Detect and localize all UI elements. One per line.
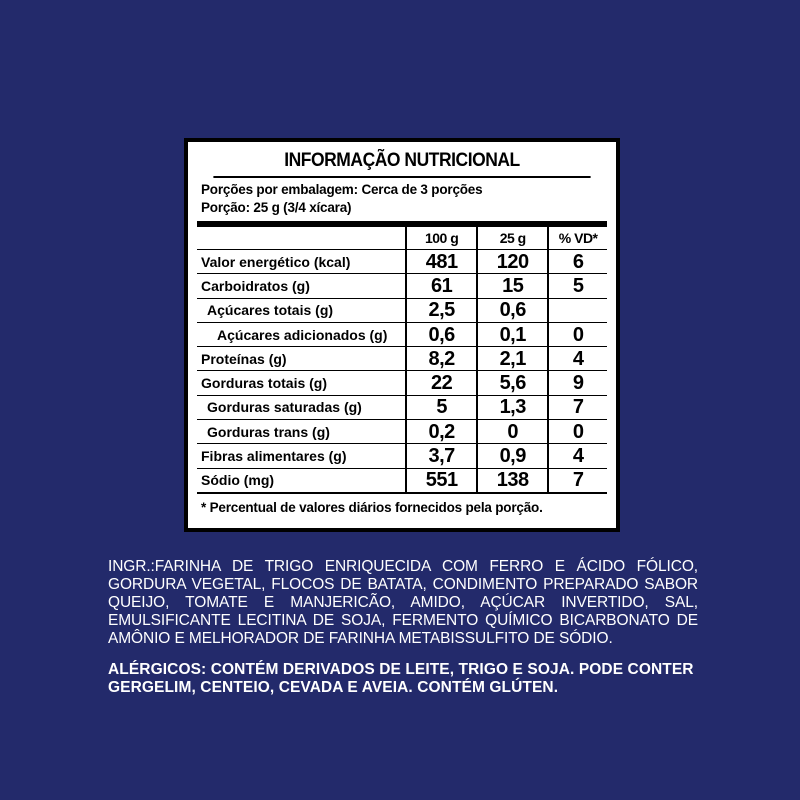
serving-info — [197, 178, 607, 221]
header-cell-serving: 25 g — [477, 227, 548, 250]
value-per-serving: 0,1 — [477, 322, 548, 346]
servings-per-pack: Porções por embalagem: Cerca de 3 porções — [201, 182, 483, 197]
value-per-100g: 61 — [406, 274, 477, 298]
nutrient-name: Gorduras totais (g) — [197, 371, 406, 395]
label-footnote: * Percentual de valores diários fornecidos pela porção. — [201, 499, 543, 515]
value-per-100g: 551 — [406, 468, 477, 493]
value-vd: 4 — [548, 444, 607, 468]
value-vd: 9 — [548, 371, 607, 395]
value-vd: 7 — [548, 395, 607, 419]
nutrient-name: Açúcares totais (g) — [197, 298, 406, 322]
label-title: INFORMAÇÃO NUTRICIONAL — [213, 142, 590, 178]
nutrient-name: Proteínas (g) — [197, 347, 406, 371]
nutrition-table — [197, 227, 607, 494]
header-cell-vd: % VD* — [548, 227, 607, 250]
value-vd — [548, 298, 607, 322]
table-row — [197, 444, 607, 468]
value-per-serving: 5,6 — [477, 371, 548, 395]
value-per-100g: 8,2 — [406, 347, 477, 371]
value-per-100g: 0,2 — [406, 420, 477, 444]
table-row — [197, 347, 607, 371]
nutrient-name: Gorduras trans (g) — [197, 420, 406, 444]
value-vd: 5 — [548, 274, 607, 298]
header-cell-name — [197, 227, 406, 250]
allergens-text: ALÉRGICOS: CONTÉM DERIVADOS DE LEITE, TRIGO E SOJA. PODE CONTER GERGELIM, CENTEIO, CEVADA E AVEIA. CONTÉM GLÚTEN. — [108, 661, 694, 696]
value-per-100g: 5 — [406, 395, 477, 419]
table-row — [197, 468, 607, 493]
table-row — [197, 395, 607, 419]
nutrient-name: Sódio (mg) — [197, 468, 406, 493]
value-per-100g: 0,6 — [406, 322, 477, 346]
serving-size: Porção: 25 g (3/4 xícara) — [201, 200, 352, 215]
nutrient-name: Açúcares adicionados (g) — [197, 322, 406, 346]
nutrient-name: Valor energético (kcal) — [197, 250, 406, 274]
value-per-serving: 2,1 — [477, 347, 548, 371]
value-per-serving: 0,6 — [477, 298, 548, 322]
ingredients-text: INGR.:FARINHA DE TRIGO ENRIQUECIDA COM FERRO E ÁCIDO FÓLICO, GORDURA VEGETAL, FLOCOS DE BATATA, CONDIMENTO PREPARADO SABOR QUEIJO, TOMATE E MANJERICÃO, AMIDO, AÇÚCAR INVERTIDO, SAL, EMULSIFICANTE LECITINA DE SOJA, FERMENTO QUÍMICO BICARBONATO DE AMÔNIO E MELHORADOR DE FARINHA METABISSULFITO DE SÓDIO. — [108, 558, 698, 647]
table-row — [197, 298, 607, 322]
nutrient-name: Gorduras saturadas (g) — [197, 395, 406, 419]
value-per-serving: 15 — [477, 274, 548, 298]
value-per-serving: 0,9 — [477, 444, 548, 468]
value-per-serving: 138 — [477, 468, 548, 493]
value-per-100g: 3,7 — [406, 444, 477, 468]
nutrient-name: Fibras alimentares (g) — [197, 444, 406, 468]
value-vd: 0 — [548, 420, 607, 444]
value-per-100g: 2,5 — [406, 298, 477, 322]
table-row — [197, 322, 607, 346]
value-per-serving: 120 — [477, 250, 548, 274]
value-per-100g: 481 — [406, 250, 477, 274]
table-row — [197, 250, 607, 274]
value-per-serving: 0 — [477, 420, 548, 444]
value-vd: 0 — [548, 322, 607, 346]
header-cell-100g: 100 g — [406, 227, 477, 250]
table-row — [197, 371, 607, 395]
nutrient-name: Carboidratos (g) — [197, 274, 406, 298]
value-per-100g: 22 — [406, 371, 477, 395]
table-row — [197, 274, 607, 298]
table-header-row — [197, 227, 607, 250]
value-vd: 4 — [548, 347, 607, 371]
value-vd: 6 — [548, 250, 607, 274]
value-per-serving: 1,3 — [477, 395, 548, 419]
nutrition-facts-label — [184, 138, 620, 532]
value-vd: 7 — [548, 468, 607, 493]
table-row — [197, 420, 607, 444]
